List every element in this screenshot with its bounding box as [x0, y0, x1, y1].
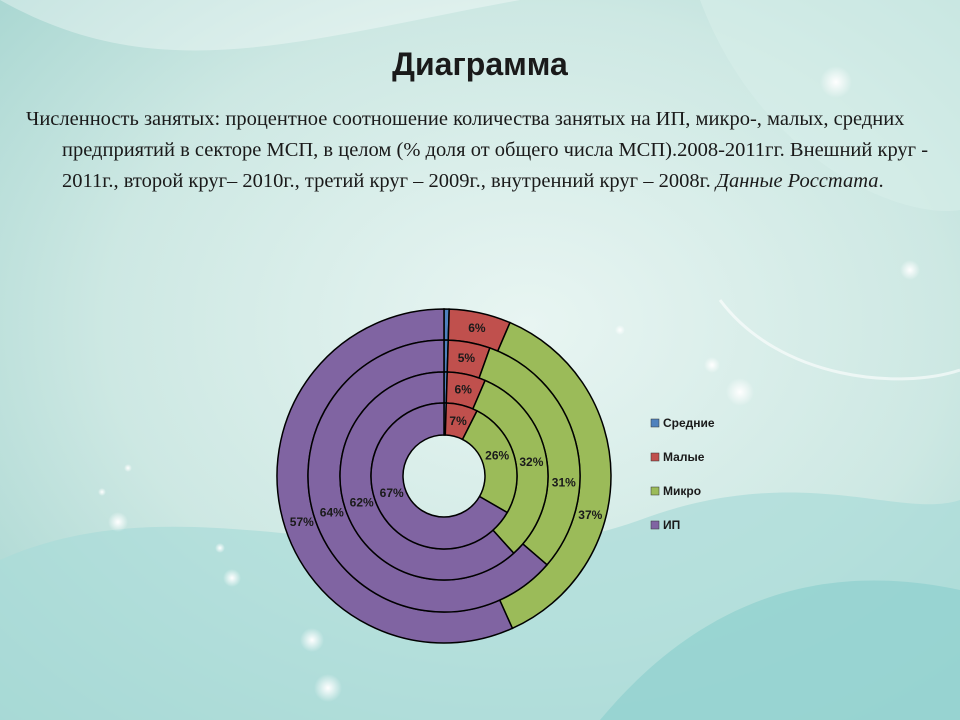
legend-label-4: ИП [663, 518, 681, 532]
source-suffix: . [878, 170, 884, 192]
label-ring-1-segment-2: 6% [468, 321, 486, 336]
chart-legend [651, 416, 715, 532]
label-ring-3-segment-3: 32% [519, 455, 544, 470]
source-note: Данные Росстата [715, 170, 879, 192]
label-ring-1-segment-4: 57% [289, 515, 314, 530]
legend-swatch-1 [651, 419, 659, 427]
label-ring-3-segment-4: 62% [349, 495, 374, 510]
label-ring-3-segment-2: 6% [454, 382, 472, 397]
label-ring-1-segment-3: 37% [578, 508, 603, 523]
legend-label-1: Средние [663, 416, 715, 430]
legend-swatch-3 [651, 487, 659, 495]
label-ring-2-segment-4: 64% [319, 505, 344, 520]
label-ring-2-segment-2: 5% [457, 351, 476, 366]
label-ring-2-segment-3: 31% [551, 475, 576, 490]
label-ring-4-segment-3: 26% [485, 448, 510, 463]
label-ring-4-segment-2: 7% [449, 413, 467, 428]
legend-swatch-2 [651, 453, 659, 461]
description-text: Численность занятых: процентное соотношение количества занятых на ИП, микро-, малых, средних предприятий в секторе МСП, в целом (% доля от общего числа МСП).2008-2011гг. Внешний круг - 2011г., второй круг– 2010г., третий круг – 2009г., внутренний круг – 2008г. [26, 108, 929, 192]
legend-label-2: Малые [663, 450, 705, 464]
slide-title: Диаграмма [392, 46, 568, 82]
label-ring-4-segment-4: 67% [379, 486, 404, 500]
legend-label-3: Микро [663, 484, 702, 498]
legend-swatch-4 [651, 521, 659, 529]
